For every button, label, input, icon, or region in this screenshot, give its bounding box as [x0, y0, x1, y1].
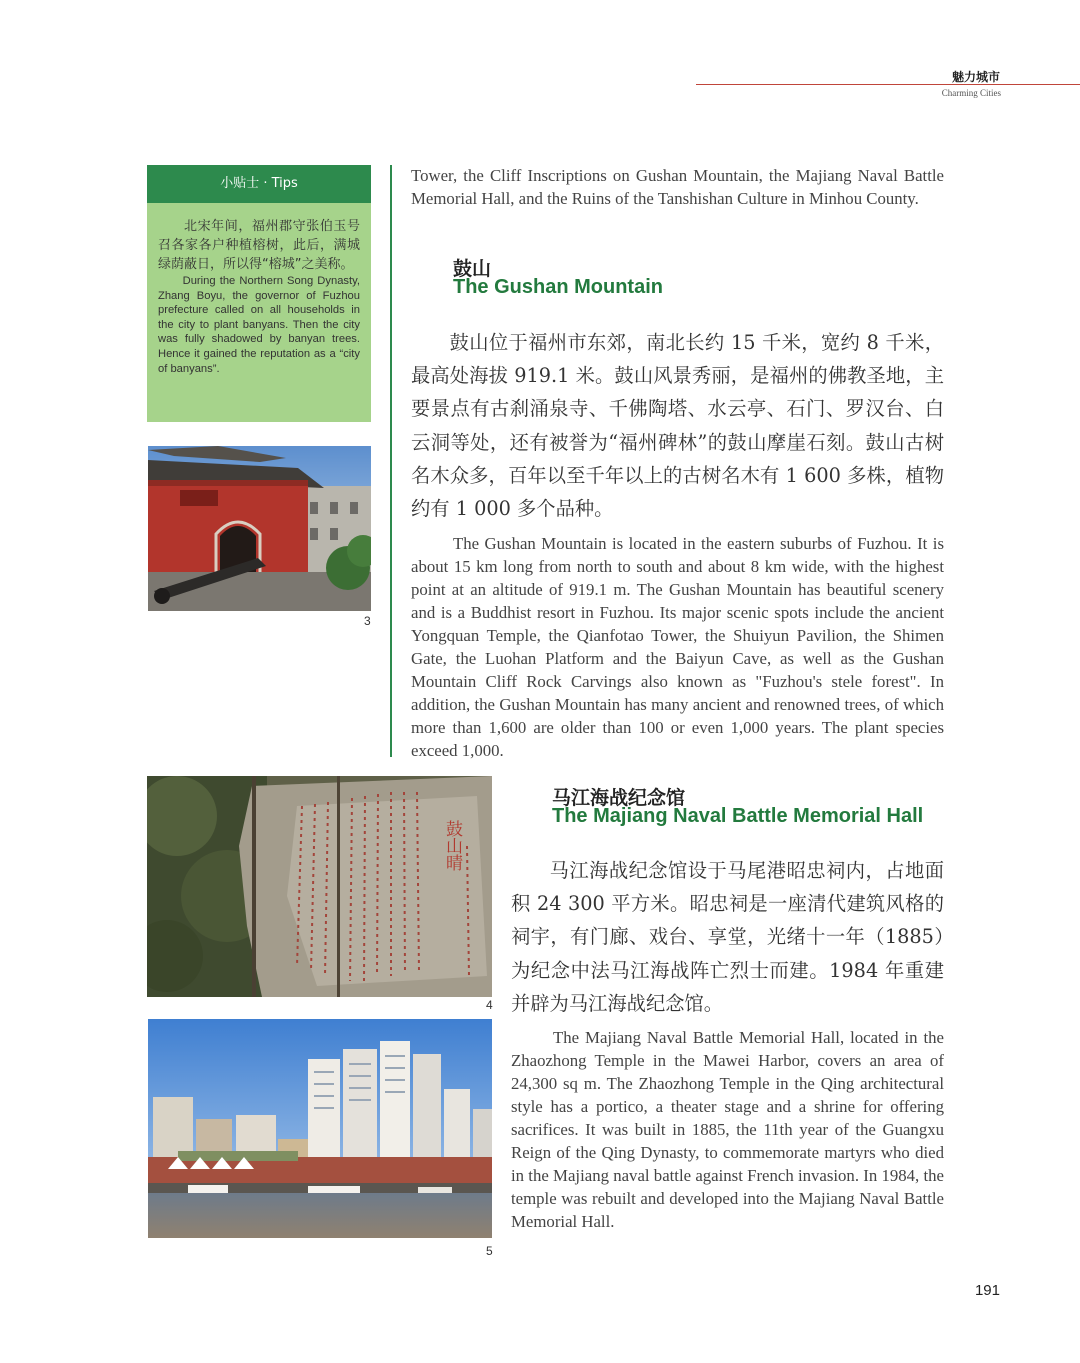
photo-cliff-inscriptions	[147, 776, 492, 997]
gushan-title-zh: 鼓山	[453, 258, 492, 280]
cliff-inscription-text: 鼓山晴	[442, 820, 462, 871]
majiang-text-zh: 马江海战纪念馆设于马尾港昭忠祠内，占地面积 24 300 平方米。昭忠祠是一座清代建筑风格的祠宇，有门廊、戏台、享堂，光绪十一年（1885）为纪念中法马江海战阵亡烈士而建。1984 年重建并辟为马江海战纪念馆。	[511, 859, 944, 1015]
photo-harbor-skyline	[148, 1019, 492, 1238]
tips-text-zh: 北宋年间，福州郡守张伯玉号召各家各户种植榕树，此后，满城绿荫蔽日，所以得“榕城”之美称。	[158, 219, 360, 272]
page-number: 191	[974, 1282, 1000, 1299]
gushan-text-en: The Gushan Mountain is located in the eastern suburbs of Fuzhou. It is about 15 km long from north to south and about 8 km wide, with the highest point at an altitude of 919.1 m. The Gushan Mountain has beautiful scenery and is a Buddhist resort in Fuzhou. Its major scenic spots include the ancient Yongquan Temple, the Qianfotao Tower, the Shuiyun Pavilion, the Shimen Gate, the Luohan Platform and the Baiyun Cave, as well as the Gushan Mountain Cliff Rock Carvings also known as "Fuzhou's stele forest". In addition, the Gushan Mountain has many ancient and renowned trees, of which more than 1,600 are older than 100 or even 1,000 years. The plant species exceed 1,000.	[411, 534, 944, 760]
gushan-title-en: The Gushan Mountain	[453, 276, 663, 298]
running-header-zh: 魅力城市	[951, 70, 1000, 84]
photo-caption-5: 5	[486, 1244, 493, 1258]
header-rule	[696, 84, 1080, 85]
tips-title: 小贴士 · Tips	[147, 165, 371, 203]
majiang-text-en: The Majiang Naval Battle Memorial Hall, located in the Zhaozhong Temple in the Mawei Harbor, covers an area of 24,300 sq m. The Zhaozhong Temple in the Qing architectural style has a portico, a theater stage and a shrine for offering sacrifices. It was built in 1885, the 11th year of the Guangxu Reign of the Qing Dynasty, to commemorate martyrs who died in the Majiang naval battle against French invasion. In 1984, the temple was rebuilt and developed into the Majiang Naval Battle Memorial Hall.	[511, 1028, 944, 1231]
gushan-text-zh: 鼓山位于福州市东郊，南北长约 15 千米，宽约 8 千米，最高处海拔 919.1 米。鼓山风景秀丽，是福州的佛教圣地，主要景点有古刹涌泉寺、千佛陶塔、水云亭、石门、罗汉台、白云洞等处，还有被誉为“福州碑林”的鼓山摩崖石刻。鼓山古树名木众多，百年以至千年以上的古树名木有 1 600 多株，植物约有 1 000 多个品种。	[411, 331, 944, 521]
tips-box	[147, 203, 371, 422]
photo-caption-4: 4	[486, 998, 493, 1012]
photo-caption-3: 3	[364, 614, 371, 628]
majiang-title-en: The Majiang Naval Battle Memorial Hall	[552, 805, 924, 827]
tips-text-en: During the Northern Song Dynasty, Zhang Boyu, the governor of Fuzhou prefecture called on all households in the city to plant banyans. Then the city was fully shadowed by banyan trees. Hence it gained the reputation as a “city of banyans”.	[158, 275, 360, 375]
photo-temple-gate	[148, 446, 371, 611]
majiang-title-zh: 马江海战纪念馆	[552, 787, 686, 809]
column-rule	[390, 165, 392, 757]
intro-continued-text: Tower, the Cliff Inscriptions on Gushan Mountain, the Majiang Naval Battle Memorial Hall, and the Ruins of the Tanshishan Culture in Minhou County.	[411, 166, 944, 208]
running-header-en: Charming Cities	[941, 88, 1001, 98]
